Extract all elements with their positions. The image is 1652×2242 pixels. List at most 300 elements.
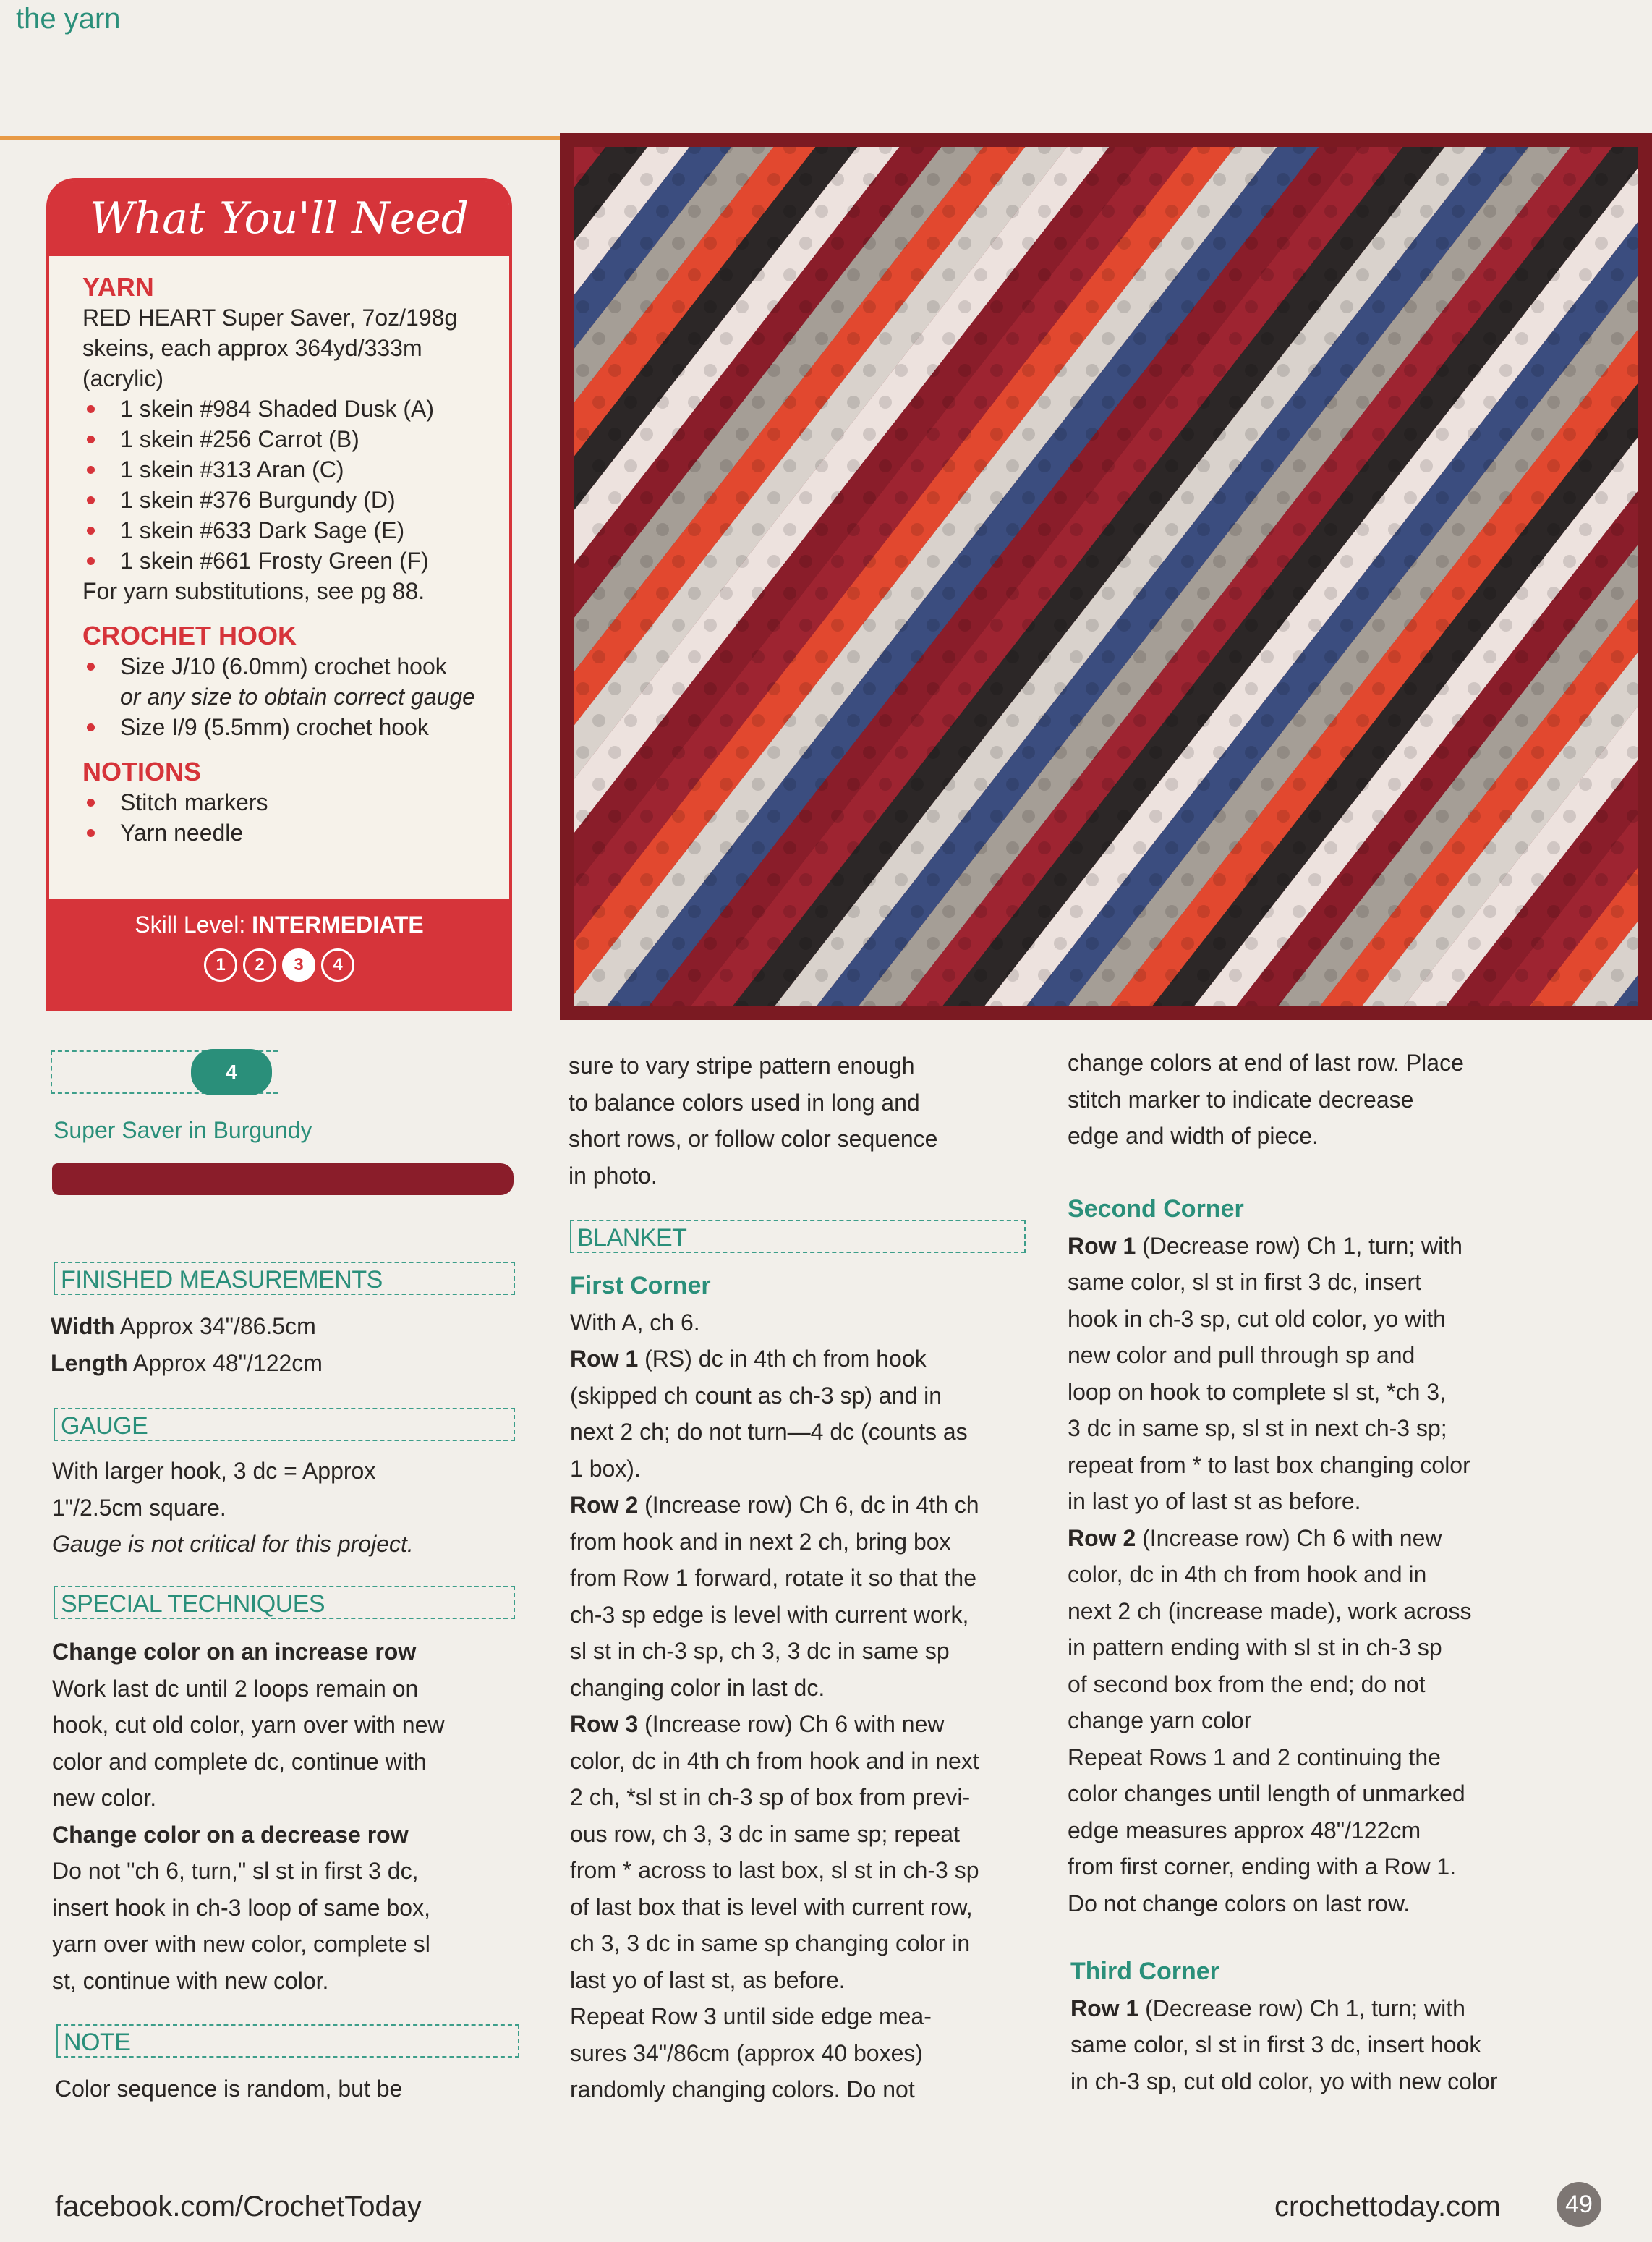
stitch-dot — [1452, 841, 1465, 854]
yarn-swatch — [52, 1163, 514, 1195]
stitch-dot — [1499, 555, 1512, 568]
stitch-dot — [895, 300, 908, 313]
stitch-dot — [1022, 937, 1035, 950]
yarn-desc-line: RED HEART Super Saver, 7oz/198g — [82, 305, 458, 331]
footer-website-link[interactable]: crochettoday.com — [1274, 2191, 1501, 2222]
stitch-dot — [1181, 173, 1194, 186]
stitch-dot — [1595, 237, 1608, 250]
stitch-dot — [1261, 778, 1274, 791]
stitch-dot — [656, 205, 669, 218]
stitch-dot — [1579, 969, 1592, 982]
stitch-dot — [847, 905, 860, 918]
stitch-dot — [1308, 746, 1321, 759]
stitch-dot — [1133, 268, 1146, 281]
stitch-dot — [1006, 523, 1019, 536]
stitch-dot — [704, 682, 717, 695]
stitch-dot — [783, 332, 796, 345]
stitch-dot — [1022, 428, 1035, 441]
stitch-dot — [1611, 332, 1624, 345]
stitch-dot — [1197, 268, 1210, 281]
stitch-dot — [895, 619, 908, 632]
list-item: 1 skein #256 Carrot (B) — [82, 424, 509, 454]
skill-dots — [49, 948, 509, 982]
notions-heading: NOTIONS — [82, 757, 202, 786]
stitch-dot — [1595, 300, 1608, 313]
stitch-dot — [1213, 555, 1226, 568]
stitch-dot — [1452, 459, 1465, 472]
stitch-dot — [1197, 969, 1210, 982]
stitch-dot — [1086, 428, 1099, 441]
stitch-dot — [1102, 459, 1115, 472]
stitch-dot — [1420, 332, 1433, 345]
stitch-dot — [1356, 205, 1369, 218]
stitch-dot — [1420, 205, 1433, 218]
stitch-dot — [656, 523, 669, 536]
stitch-dot — [704, 491, 717, 504]
stitch-dot — [1499, 619, 1512, 632]
stitch-dot — [1006, 778, 1019, 791]
stitch-dot — [990, 810, 1003, 823]
skill-dot: 1 — [204, 948, 237, 982]
width-label: Width — [51, 1313, 115, 1339]
stitch-dot — [640, 555, 653, 568]
stitch-dot — [1436, 300, 1449, 313]
stitch-dot — [1245, 555, 1258, 568]
stitch-dot — [1133, 778, 1146, 791]
stitch-dot — [608, 810, 621, 823]
stitch-dot — [1022, 237, 1035, 250]
stitch-dot — [1022, 364, 1035, 377]
stitch-dot — [847, 969, 860, 982]
stitch-dot — [958, 555, 971, 568]
stitch-dot — [704, 873, 717, 886]
stitch-dot — [1086, 810, 1099, 823]
stitch-dot — [990, 746, 1003, 759]
stitch-dot — [863, 300, 876, 313]
stitch-dot — [1531, 364, 1544, 377]
stitch-dot — [576, 491, 589, 504]
stitch-dot — [1420, 778, 1433, 791]
stitch-dot — [640, 237, 653, 250]
stitch-dot — [1006, 268, 1019, 281]
stitch-dot — [624, 459, 637, 472]
middle-column-body — [570, 1268, 979, 2108]
stitch-dot — [1308, 873, 1321, 886]
stitch-dot — [942, 714, 955, 727]
skill-dot: 4 — [321, 948, 354, 982]
text-line: of second box from the end; do not — [1068, 1670, 1426, 1697]
special-techniques-body — [52, 1634, 445, 1999]
stitch-dot — [1181, 619, 1194, 632]
stitch-dot — [767, 364, 780, 377]
section-title: BLANKET — [577, 1224, 687, 1252]
stitch-dot — [1117, 428, 1131, 441]
stitch-dot — [688, 268, 701, 281]
text-line: (RS) dc in 4th ch from hook — [638, 1346, 927, 1372]
stitch-dot — [720, 714, 733, 727]
stitch-dot — [1468, 682, 1481, 695]
stitch-dot — [1404, 237, 1417, 250]
stitch-dot — [1229, 714, 1242, 727]
stitch-dot — [640, 619, 653, 632]
stitch-dot — [974, 459, 987, 472]
stitch-dot — [672, 237, 685, 250]
stitch-dot — [815, 905, 828, 918]
stitch-dot — [640, 491, 653, 504]
stitch-dot — [815, 969, 828, 982]
text-line: in photo. — [569, 1162, 657, 1189]
stitch-dot — [1054, 491, 1067, 504]
stitch-dot — [1165, 523, 1178, 536]
stitch-dot — [1022, 173, 1035, 186]
stitch-dot — [672, 555, 685, 568]
stitch-dot — [958, 619, 971, 632]
text-line: color, dc in 4th ch from hook and in — [1068, 1561, 1427, 1587]
text-line: sure to vary stripe pattern enough — [569, 1053, 915, 1079]
stitch-dot — [1308, 173, 1321, 186]
stitch-dot — [656, 650, 669, 663]
stitch-dot — [1086, 491, 1099, 504]
stitch-dot — [1388, 969, 1401, 982]
stitch-dot — [1086, 937, 1099, 950]
stitch-dot — [736, 555, 749, 568]
stitch-dot — [592, 205, 605, 218]
stitch-dot — [1563, 428, 1576, 441]
stitch-dot — [1117, 937, 1131, 950]
stitch-dot — [1165, 396, 1178, 409]
stitch-dot — [1452, 905, 1465, 918]
stitch-dot — [895, 237, 908, 250]
stitch-dot — [672, 491, 685, 504]
text-line: changing color in last dc. — [570, 1674, 825, 1701]
row-label: Row 2 — [1068, 1524, 1136, 1551]
stitch-dot — [1627, 810, 1640, 823]
stitch-dot — [974, 523, 987, 536]
stitch-dot — [1054, 428, 1067, 441]
stitch-dot — [1356, 332, 1369, 345]
stitch-dot — [576, 873, 589, 886]
stitch-dot — [863, 619, 876, 632]
text-line: change yarn color — [1068, 1707, 1252, 1733]
stitch-dot — [1404, 873, 1417, 886]
stitch-dot — [1499, 428, 1512, 441]
stitch-dot — [1324, 841, 1337, 854]
stitch-dot — [1229, 650, 1242, 663]
stitch-dot — [847, 205, 860, 218]
stitch-dot — [1133, 841, 1146, 854]
stitch-dot — [958, 937, 971, 950]
stitch-dot — [863, 555, 876, 568]
stitch-dot — [688, 650, 701, 663]
stitch-dot — [688, 523, 701, 536]
stitch-dot — [927, 364, 940, 377]
stitch-dot — [720, 587, 733, 600]
stitch-dot — [767, 428, 780, 441]
stitch-dot — [1086, 555, 1099, 568]
text-line: yarn over with new color, complete sl — [52, 1931, 430, 1957]
stitch-dot — [783, 841, 796, 854]
stitch-dot — [1133, 205, 1146, 218]
stitch-dot — [1197, 841, 1210, 854]
stitch-dot — [1165, 650, 1178, 663]
stitch-dot — [704, 619, 717, 632]
stitch-dot — [608, 682, 621, 695]
stitch-dot — [1356, 969, 1369, 982]
stitch-dot — [847, 841, 860, 854]
stitch-dot — [672, 746, 685, 759]
stitch-dot — [783, 969, 796, 982]
stitch-dot — [1213, 300, 1226, 313]
stitch-dot — [974, 587, 987, 600]
stitch-dot — [1149, 491, 1162, 504]
stitch-dot — [1086, 300, 1099, 313]
stitch-dot — [1070, 396, 1083, 409]
stitch-dot — [1611, 268, 1624, 281]
stitch-dot — [958, 491, 971, 504]
stitch-dot — [1579, 523, 1592, 536]
stitch-dot — [1165, 268, 1178, 281]
stitch-dot — [592, 459, 605, 472]
stitch-dot — [1213, 619, 1226, 632]
stitch-dot — [1245, 937, 1258, 950]
stitch-dot — [1340, 173, 1353, 186]
stitch-dot — [1006, 841, 1019, 854]
stitch-dot — [1499, 491, 1512, 504]
stitch-dot — [1515, 650, 1528, 663]
stitch-dot — [1133, 905, 1146, 918]
stitch-dot — [592, 714, 605, 727]
stitch-dot — [1340, 300, 1353, 313]
stitch-dot — [1436, 173, 1449, 186]
stitch-dot — [1611, 841, 1624, 854]
stitch-dot — [942, 332, 955, 345]
stitch-dot — [1308, 364, 1321, 377]
stitch-dot — [1483, 841, 1496, 854]
stitch-dot — [1229, 778, 1242, 791]
stitch-dot — [1102, 905, 1115, 918]
stitch-dot — [624, 205, 637, 218]
stitch-dot — [1308, 619, 1321, 632]
substitution-note: For yarn substitutions, see pg 88. — [82, 578, 425, 604]
stitch-dot — [942, 841, 955, 854]
stitch-dot — [895, 428, 908, 441]
stitch-dot — [1245, 491, 1258, 504]
stitch-dot — [1277, 619, 1290, 632]
stitch-dot — [863, 491, 876, 504]
stitch-dot — [1022, 746, 1035, 759]
stitch-dot — [1229, 459, 1242, 472]
first-corner-head: First Corner — [570, 1272, 711, 1299]
stitch-dot — [1038, 778, 1051, 791]
stitch-dot — [783, 459, 796, 472]
stitch-dot — [1277, 491, 1290, 504]
stitch-dot — [688, 714, 701, 727]
stitch-dot — [1515, 714, 1528, 727]
stitch-dot — [1436, 428, 1449, 441]
stitch-dot — [1436, 364, 1449, 377]
stitch-dot — [704, 810, 717, 823]
stitch-dot — [879, 268, 892, 281]
hook-main: Size I/9 (5.5mm) crochet hook — [120, 714, 429, 740]
yarn-heading: YARN — [82, 272, 154, 302]
stitch-dot — [1595, 555, 1608, 568]
stitch-dot — [1022, 555, 1035, 568]
stitch-dot — [879, 332, 892, 345]
stitch-dot — [592, 523, 605, 536]
stitch-dot — [1611, 778, 1624, 791]
stitch-dot — [1499, 873, 1512, 886]
stitch-dot — [720, 523, 733, 536]
stitch-dot — [1547, 523, 1560, 536]
stitch-dot — [942, 459, 955, 472]
stitch-dot — [1531, 746, 1544, 759]
stitch-dot — [1277, 237, 1290, 250]
stitch-dot — [1261, 268, 1274, 281]
stitch-dot — [688, 778, 701, 791]
finished-measurements-body — [51, 1308, 323, 1381]
stitch-dot — [1452, 332, 1465, 345]
stitch-dot — [1404, 682, 1417, 695]
stitch-dot — [783, 205, 796, 218]
stitch-dot — [974, 778, 987, 791]
stitch-dot — [1102, 396, 1115, 409]
text-line: from Row 1 forward, rotate it so that the — [570, 1565, 977, 1591]
stitch-dot — [831, 810, 844, 823]
list-item: 1 skein #313 Aran (C) — [82, 454, 509, 485]
third-corner-head: Third Corner — [1070, 1958, 1219, 1985]
stitch-dot — [672, 428, 685, 441]
note-heading — [56, 2024, 519, 2058]
stitch-dot — [1165, 205, 1178, 218]
stitch-dot — [974, 714, 987, 727]
text-line: Repeat Row 3 until side edge mea- — [570, 2003, 932, 2029]
stitch-dot — [927, 937, 940, 950]
text-line: from first corner, ending with a Row 1. — [1068, 1854, 1457, 1880]
stitch-dot — [831, 682, 844, 695]
stitch-dot — [1070, 969, 1083, 982]
stitch-dot — [608, 746, 621, 759]
stitch-dot — [767, 746, 780, 759]
list-item — [82, 651, 509, 712]
stitch-dot — [1420, 650, 1433, 663]
stitch-dot — [576, 428, 589, 441]
special-techniques-heading — [54, 1586, 515, 1619]
gauge-line: 1"/2.5cm square. — [52, 1494, 226, 1521]
stitch-dot — [1006, 714, 1019, 727]
stitch-dot — [1452, 778, 1465, 791]
stitch-dot — [974, 205, 987, 218]
stitch-dot — [1372, 237, 1385, 250]
stitch-dot — [927, 173, 940, 186]
stitch-dot — [990, 937, 1003, 950]
stitch-dot — [1054, 173, 1067, 186]
stitch-dot — [1404, 810, 1417, 823]
stitch-dot — [1627, 619, 1640, 632]
stitch-dot — [1324, 778, 1337, 791]
stitch-dot — [1499, 682, 1512, 695]
stitch-dot — [752, 587, 765, 600]
stitch-dot — [1261, 650, 1274, 663]
stitch-dot — [1324, 650, 1337, 663]
stitch-dot — [1579, 841, 1592, 854]
stitch-dot — [1261, 905, 1274, 918]
stitch-dot — [592, 587, 605, 600]
stitch-dot — [1054, 237, 1067, 250]
stitch-dot — [1563, 173, 1576, 186]
stitch-dot — [1197, 587, 1210, 600]
stitch-dot — [1531, 937, 1544, 950]
stitch-dot — [1149, 300, 1162, 313]
stitch-dot — [1499, 300, 1512, 313]
stitch-dot — [1340, 555, 1353, 568]
stitch-dot — [1117, 555, 1131, 568]
section-title: SPECIAL TECHNIQUES — [61, 1590, 325, 1618]
stitch-dot — [1595, 746, 1608, 759]
stitch-dot — [1324, 205, 1337, 218]
stitch-dot — [1452, 650, 1465, 663]
stitch-dot — [1563, 873, 1576, 886]
stitch-dot — [831, 173, 844, 186]
stitch-dot — [1149, 237, 1162, 250]
stitch-dot — [704, 555, 717, 568]
stitch-dot — [1245, 237, 1258, 250]
stitch-dot — [1165, 778, 1178, 791]
footer-facebook-link[interactable]: facebook.com/CrochetToday — [55, 2191, 422, 2222]
list-item: Yarn needle — [82, 818, 509, 848]
stitch-dot — [672, 364, 685, 377]
stitch-dot — [1277, 364, 1290, 377]
stitch-dot — [879, 523, 892, 536]
stitch-dot — [879, 841, 892, 854]
stitch-dot — [1372, 873, 1385, 886]
stitch-dot — [1547, 587, 1560, 600]
stitch-dot — [640, 937, 653, 950]
stitch-dot — [576, 364, 589, 377]
stitch-dot — [1356, 650, 1369, 663]
list-item: 1 skein #984 Shaded Dusk (A) — [82, 394, 509, 424]
notions-list — [82, 787, 509, 848]
stitch-dot — [1372, 364, 1385, 377]
stitch-dot — [1356, 778, 1369, 791]
text-line: stitch marker to indicate decrease — [1068, 1086, 1414, 1113]
stitch-dot — [688, 969, 701, 982]
stitch-dot — [1388, 905, 1401, 918]
stitch-dot — [672, 810, 685, 823]
list-item: 1 skein #633 Dark Sage (E) — [82, 515, 509, 545]
stitch-dot — [1372, 810, 1385, 823]
stitch-dot — [1149, 173, 1162, 186]
stitch-dot — [958, 682, 971, 695]
stitch-dot — [1611, 523, 1624, 536]
stitch-dot — [942, 969, 955, 982]
stitch-dot — [592, 650, 605, 663]
stitch-dot — [1006, 332, 1019, 345]
stitch-dot — [752, 459, 765, 472]
stitch-dot — [1229, 905, 1242, 918]
stitch-dot — [1515, 332, 1528, 345]
stitch-dot — [1627, 173, 1640, 186]
stitch-dot — [911, 714, 924, 727]
stitch-dot — [942, 205, 955, 218]
stitch-dot — [1627, 491, 1640, 504]
stitch-dot — [911, 778, 924, 791]
stitch-dot — [1483, 650, 1496, 663]
stitch-dot — [640, 428, 653, 441]
stitch-dot — [1547, 268, 1560, 281]
stitch-dot — [1117, 300, 1131, 313]
list-item: Stitch markers — [82, 787, 509, 818]
stitch-dot — [720, 650, 733, 663]
